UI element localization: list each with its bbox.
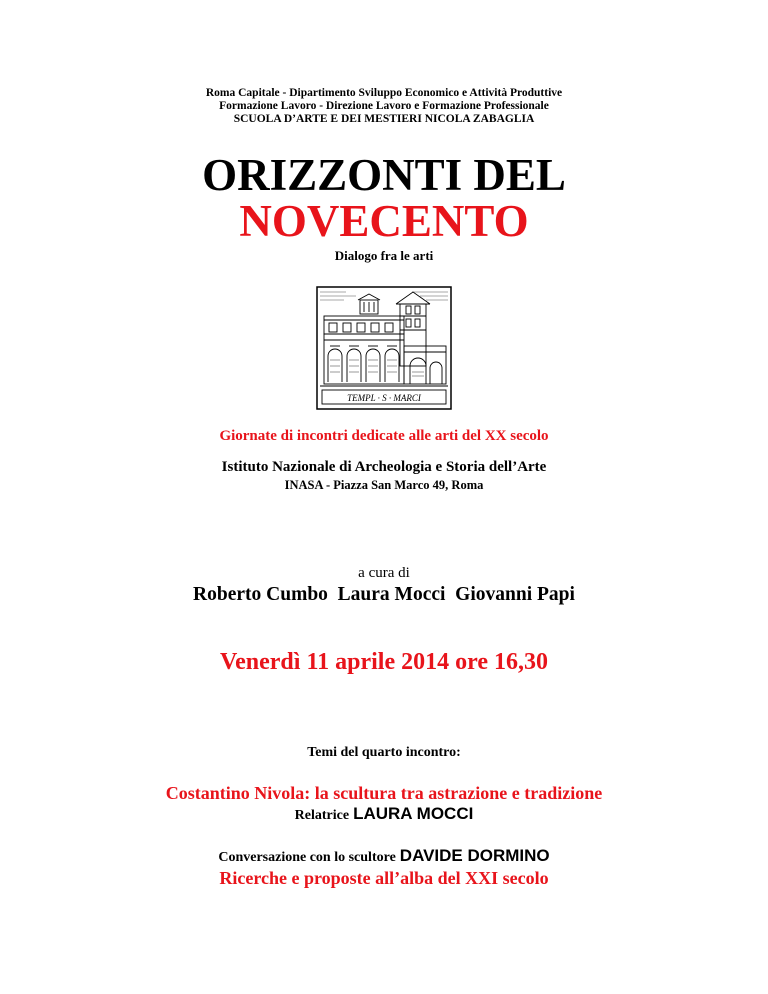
curators-names: Roberto Cumbo Laura Mocci Giovanni Papi: [193, 584, 575, 605]
subtitle: Dialogo fra le arti: [334, 248, 434, 263]
institute-address: INASA - Piazza San Marco 49, Roma: [284, 478, 484, 492]
program-heading: Temi del quarto incontro:: [307, 745, 461, 760]
header-line-2: Formazione Lavoro - Direzione Lavoro e Formazione Professionale: [219, 100, 549, 112]
church-illustration: [316, 286, 452, 410]
event-date: Venerdì 11 aprile 2014 ore 16,30: [220, 649, 548, 675]
header-line-1: Roma Capitale - Dipartimento Sviluppo Economico e Attività Produttive: [205, 87, 563, 99]
talk2-speaker: DAVIDE DORMINO: [399, 846, 550, 865]
series-description: Giornate di incontri dedicate alle arti del XX secolo: [219, 428, 549, 444]
title-line-1: ORIZZONTI DEL: [202, 150, 566, 200]
illustration-caption: TEMPL · S · MARCI: [347, 393, 421, 403]
curators-label: a cura di: [358, 565, 410, 581]
talk2-intro: Conversazione con lo scultore: [218, 850, 396, 865]
talk1-credit: [0, 804, 768, 824]
talk1-role: Relatrice: [294, 808, 350, 823]
institute-name: Istituto Nazionale di Archeologia e Storia dell’Arte: [221, 459, 547, 475]
talk1-speaker: LAURA MOCCI: [353, 804, 474, 823]
header-line-3: SCUOLA D’ARTE E DEI MESTIERI NICOLA ZABAGLIA: [233, 113, 535, 125]
title-line-2: NOVECENTO: [239, 196, 529, 246]
talk2-credit: [0, 846, 768, 866]
talk1-title: Costantino Nivola: la scultura tra astrazione e tradizione: [165, 783, 603, 803]
talk2-title: Ricerche e proposte all’alba del XXI secolo: [219, 868, 549, 888]
